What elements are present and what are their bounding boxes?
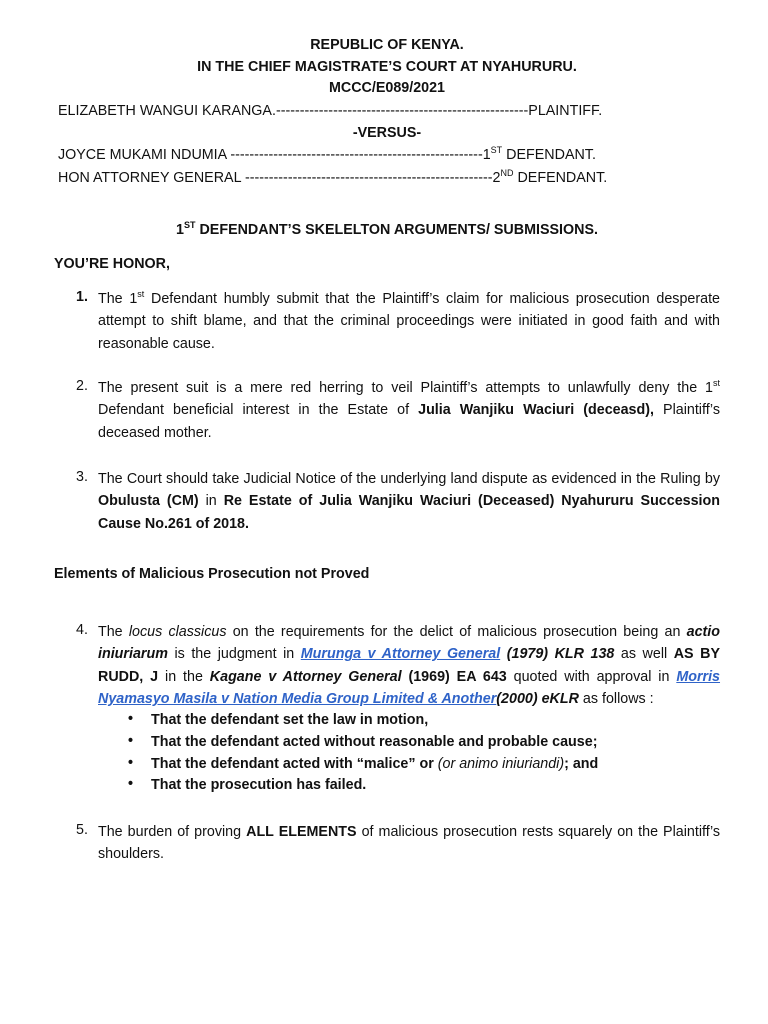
defendant1-ordinal-suffix: ST (490, 145, 503, 155)
para4-text-e: in the (158, 668, 210, 685)
para2-ordinal-suffix: st (712, 378, 720, 388)
title-ordinal: 1 (176, 222, 184, 238)
bullet-dot-2: • (128, 733, 134, 749)
para4-text-c: is the judgment in (167, 646, 301, 663)
para3-magistrate: Obulusta (CM) (98, 493, 199, 510)
defendant2-name: HON ATTORNEY GENERAL (58, 170, 245, 186)
para3-text-a: The Court should take Judicial Notice of the underlying land dispute as evidenced in the Ruling by (98, 471, 720, 487)
para4-text-f: quoted with approval in (506, 668, 677, 685)
para4-citation-2: (1969) EA 643 (401, 668, 507, 685)
para4-actio-iniuriarum: actio iniuriarum (98, 624, 721, 663)
versus-label: -VERSUS- (352, 125, 422, 141)
para3-text-b: in (198, 493, 224, 510)
bullet-dot-3: • (128, 755, 134, 771)
para4-locus-classicus: locus classicus (128, 624, 227, 640)
bullet-item-1: That the defendant set the law in motion, (151, 712, 429, 728)
para4-text-g: as follows : (578, 690, 654, 707)
bullet-item-4: That the prosecution has failed. (151, 777, 367, 793)
section-heading: Elements of Malicious Prosecution not Proved (54, 566, 370, 582)
plaintiff-dashes: ----------------------------------------------------- (275, 103, 529, 119)
defendant1-name: JOYCE MUKAMI NDUMIA (58, 147, 231, 163)
para1-ordinal-suffix: st (137, 289, 145, 299)
defendant1-line (58, 147, 596, 163)
para2-text-b: Defendant beneficial interest in the Estate of (98, 402, 419, 419)
para4-citation-3: (2000) eKLR (496, 690, 579, 707)
para5-all-elements: ALL ELEMENTS (246, 824, 357, 840)
header-case-number: MCCC/E089/2021 (328, 80, 446, 96)
para2-number: 2. (76, 378, 88, 394)
plaintiff-line (58, 103, 602, 119)
para5-text-b: of malicious prosecution rests squarely on the Plaintiff’s shoulders. (98, 824, 721, 863)
defendant1-dashes: ----------------------------------------------------- (230, 147, 483, 163)
para1 (98, 288, 720, 355)
defendant2-line (58, 170, 607, 186)
morris-case-link[interactable]: Morris Nyamasyo Masila v Nation Media Group Limited & Another (98, 668, 721, 707)
para1-text-a: The 1 (98, 291, 138, 307)
bullet-dot-1: • (128, 711, 134, 727)
bullet-item-3-tail: ; and (564, 756, 599, 772)
para3-number: 3. (76, 469, 88, 485)
para4-rudd-j: AS BY RUDD, J (98, 646, 720, 685)
salutation: YOU’RE HONOR, (54, 256, 170, 272)
bullet-item-2: That the defendant acted without reasonable and probable cause; (151, 734, 598, 750)
defendant1-role: DEFENDANT. (502, 147, 596, 163)
bullet-item-3-latin: (or animo iniuriandi) (437, 756, 565, 772)
plaintiff-role: PLAINTIFF. (528, 103, 603, 119)
defendant2-ordinal-suffix: ND (500, 168, 514, 178)
para2 (98, 377, 720, 444)
plaintiff-name: ELIZABETH WANGUI KARANGA. (58, 103, 276, 119)
para4-text-a: The (98, 624, 129, 640)
header-court: IN THE CHIEF MAGISTRATE’S COURT AT NYAHURURU. (197, 59, 577, 75)
para4 (98, 621, 720, 710)
para4-number: 4. (76, 622, 88, 638)
para4-kagane-case: Kagane v Attorney General (209, 668, 402, 685)
para1-number: 1. (76, 289, 88, 305)
bullet-item-3-text: That the defendant acted with “malice” or (151, 756, 438, 772)
para3-cause-reference: Re Estate of Julia Wanjiku Waciuri (Deceased) Nyahururu Succession Cause No.261 of 2018. (98, 493, 720, 532)
para1-text-b: Defendant humbly submit that the Plaintiff’s claim for malicious prosecution desperate attempt to shift blame, and that the criminal proceedings were initiated in good faith and with reasonable cause. (98, 291, 720, 352)
defendant2-ordinal: 2 (492, 170, 501, 186)
para2-text-a: The present suit is a mere red herring to veil Plaintiff’s attempts to unlawfully deny the 1 (98, 380, 713, 396)
para4-text-d: as well (614, 646, 674, 663)
para5-number: 5. (76, 822, 88, 838)
defendant2-role: DEFENDANT. (513, 170, 608, 186)
para5 (98, 821, 720, 866)
para4-citation-1: (1979) KLR 138 (500, 646, 615, 663)
para3 (98, 468, 720, 535)
para5-text-a: The burden of proving (98, 824, 247, 840)
header-republic: REPUBLIC OF KENYA. (310, 37, 464, 53)
title-ordinal-suffix: ST (183, 220, 196, 230)
bullet-dot-4: • (128, 776, 134, 792)
bullet-item-3 (151, 756, 598, 772)
defendant1-ordinal: 1 (482, 147, 491, 163)
title-text: DEFENDANT’S SKELELTON ARGUMENTS/ SUBMISSIONS. (195, 222, 598, 238)
para4-text-b: on the requirements for the delict of malicious prosecution being an (226, 624, 687, 640)
para2-text-c: Plaintiff’s deceased mother. (98, 402, 720, 441)
murunga-case-link[interactable]: Murunga v Attorney General (300, 646, 501, 663)
defendant2-dashes: ---------------------------------------------------- (244, 170, 493, 186)
para2-estate-name: Julia Wanjiku Waciuri (deceasd), (418, 402, 654, 419)
document-title (0, 222, 768, 238)
